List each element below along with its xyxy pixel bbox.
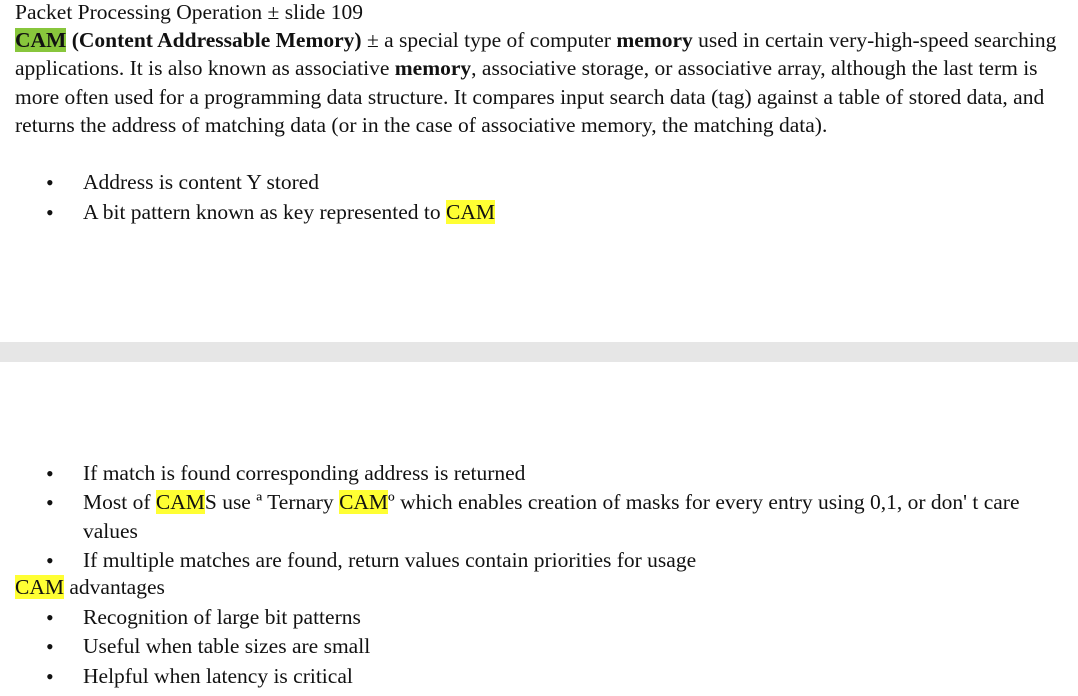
highlight-cam: CAM <box>15 575 64 599</box>
intro-text-b: , associative storage, or associative array, although the last term is more often used for a programming data structure. It compares input search data (tag) against a table of stored data, and returns the address of matching data (or in the case of associative memory, the matching data). <box>15 56 1045 138</box>
term-full-name: (Content Addressable Memory) <box>71 28 362 52</box>
highlight-cam: CAM <box>155 490 205 514</box>
list-item-text: Most of CAMS use ª Ternary CAMº which enables creation of masks for every entry using 0,1, or don' t care values <box>83 490 1020 543</box>
bold-memory-1: memory <box>616 28 693 52</box>
bold-memory-2: memory <box>394 56 472 81</box>
intro-paragraph <box>15 26 1065 140</box>
list-item-text: A bit pattern known as key represented to CAM <box>83 200 495 224</box>
list-item-text: If match is found corresponding address is returned <box>83 461 526 485</box>
bullet-dot: • <box>46 200 54 225</box>
bullet-dot: • <box>46 170 54 195</box>
intro-text-sep: ± a special type of computer <box>361 28 617 52</box>
intro-text-a: used in certain very-high-speed searching applications. It is also known as associative <box>15 28 1057 81</box>
page-heading: Packet Processing Operation ± slide 109 <box>15 0 363 24</box>
advantages-heading: CAM advantages <box>15 575 165 599</box>
advantage-item <box>0 603 1078 632</box>
advantage-text: Helpful when latency is critical <box>83 664 353 688</box>
list-item-text: Address is content Y stored <box>83 170 320 194</box>
list-item <box>0 546 1078 575</box>
document-page-1 <box>0 0 1078 342</box>
list-item <box>0 459 1078 488</box>
list-item <box>0 168 1078 197</box>
list-item-text: If multiple matches are found, return values contain priorities for usage <box>83 548 697 572</box>
bullet-dot: • <box>46 548 54 573</box>
advantage-item <box>0 662 1078 691</box>
advantage-text: Recognition of large bit patterns <box>83 605 361 629</box>
bullet-dot: • <box>46 490 54 515</box>
highlight-cam: CAM <box>446 200 495 224</box>
list-item <box>0 488 1078 546</box>
list-item <box>0 198 1078 227</box>
highlight-term-cam: CAM <box>15 28 67 52</box>
advantage-text: Useful when table sizes are small <box>83 634 371 658</box>
bullet-dot: • <box>46 461 54 486</box>
advantage-item <box>0 632 1078 661</box>
bullet-dot: • <box>46 605 54 630</box>
bullet-dot: • <box>46 634 54 659</box>
document-page-2 <box>0 362 1078 696</box>
page-break-gap <box>0 342 1078 362</box>
highlight-cam: CAM <box>339 490 389 514</box>
bullet-dot: • <box>46 664 54 689</box>
